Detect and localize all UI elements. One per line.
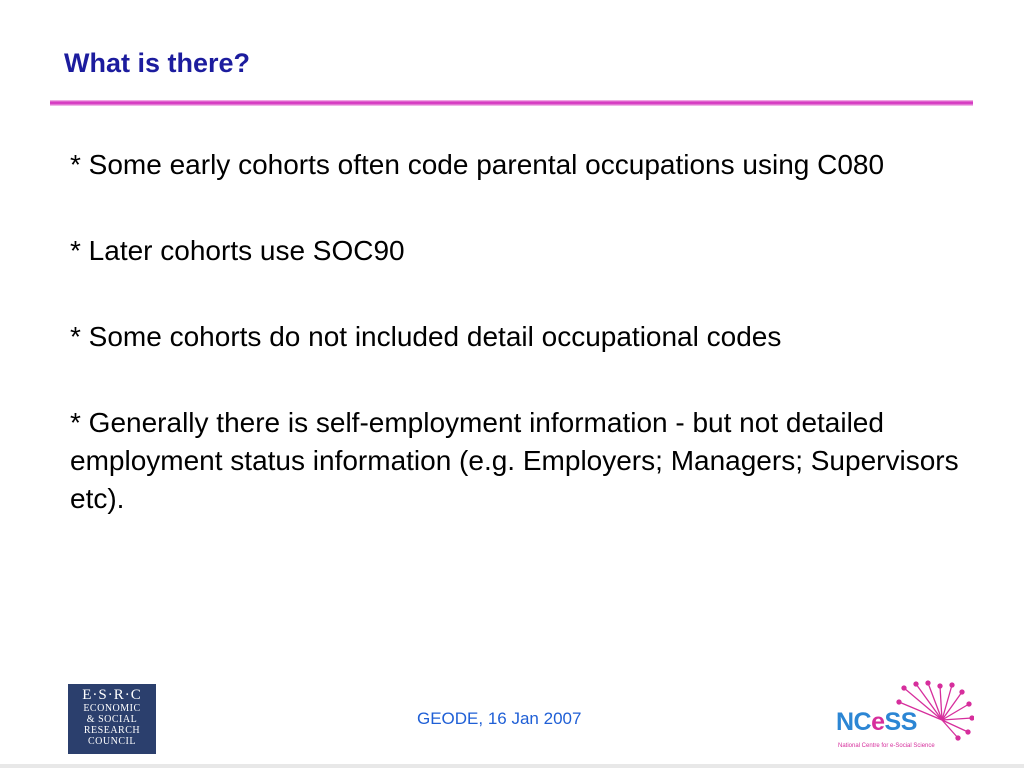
esrc-logo-line: COUNCIL [88, 736, 136, 747]
slide-body [70, 146, 970, 566]
bullet-item: * Generally there is self-employment information - but not detailed employment status information (e.g. Employers; Managers; Supervisors etc). [70, 407, 959, 514]
ncess-wordmark-e: e [871, 708, 885, 736]
esrc-logo-line: & SOCIAL [86, 714, 138, 725]
bullet-item: * Later cohorts use SOC90 [70, 235, 405, 266]
bullet-item: * Some cohorts do not included detail occupational codes [70, 321, 782, 352]
ncess-wordmark [836, 708, 917, 737]
esrc-logo-acronym: E·S·R·C [82, 687, 142, 703]
ncess-logo [834, 680, 974, 760]
esrc-logo-line: RESEARCH [83, 725, 141, 736]
title-divider [50, 100, 973, 106]
ncess-wordmark-prefix: NC [836, 708, 872, 736]
esrc-logo-line: ECONOMIC [83, 703, 141, 714]
bottom-band [0, 764, 1024, 768]
slide-title: What is there? [64, 48, 251, 78]
footer-caption: GEODE, 16 Jan 2007 [417, 709, 582, 728]
ncess-subtitle: National Centre for e-Social Science [838, 743, 935, 749]
ncess-wordmark-suffix: SS [884, 708, 917, 736]
esrc-logo [68, 684, 156, 754]
bullet-item: * Some early cohorts often code parental occupations using C080 [70, 149, 885, 180]
